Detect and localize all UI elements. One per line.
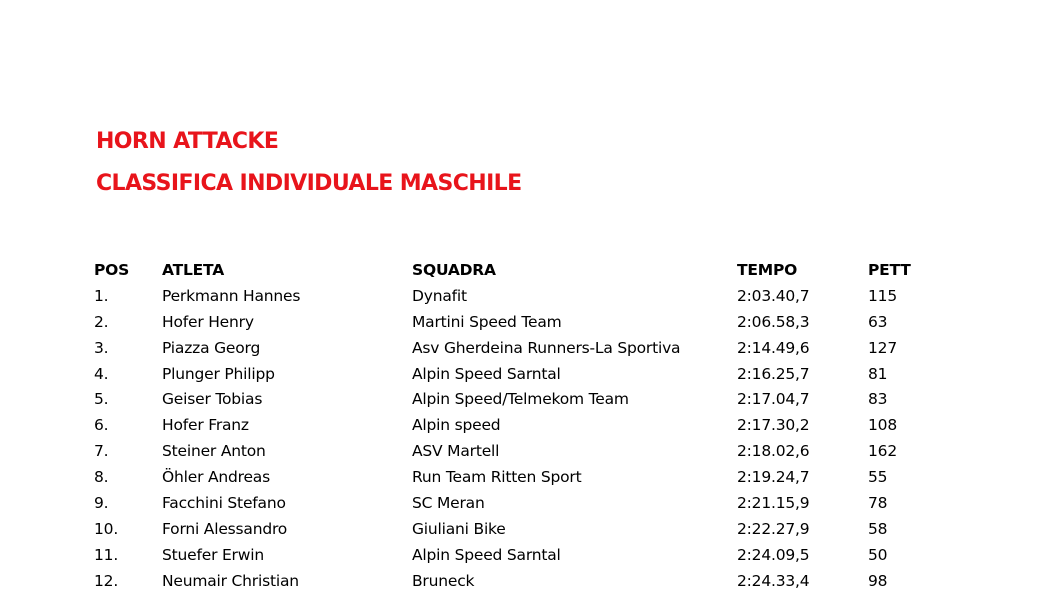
results-table [0,257,1058,594]
cell-athlete: Forni Alessandro [162,519,288,538]
table-body [0,283,1058,594]
cell-pos: 5. [94,390,109,409]
cell-time: 2:16.25,7 [737,364,810,383]
cell-athlete: Hofer Henry [162,312,254,331]
cell-pos: 3. [94,338,109,357]
cell-pos: 7. [94,442,109,461]
table-row [0,335,1058,361]
cell-team: Bruneck [412,571,475,590]
table-row [0,516,1058,542]
cell-pos: 2. [94,312,109,331]
table-header-row [0,257,1058,283]
column-header-bib: PETT [868,261,911,279]
cell-pos: 11. [94,545,119,564]
cell-time: 2:21.15,9 [737,494,810,513]
column-header-team: SQUADRA [412,261,496,279]
cell-bib: 98 [868,571,888,590]
column-header-athlete: ATLETA [162,261,224,279]
cell-team: Alpin Speed/Telmekom Team [412,390,629,409]
cell-athlete: Stuefer Erwin [162,545,264,564]
cell-bib: 162 [868,442,897,461]
cell-team: Alpin Speed Sarntal [412,364,561,383]
document-title: HORN ATTACKE [96,129,279,154]
cell-athlete: Steiner Anton [162,442,266,461]
table-row [0,386,1058,412]
cell-bib: 63 [868,312,888,331]
table-row [0,542,1058,568]
table-row [0,568,1058,594]
cell-athlete: Perkmann Hannes [162,286,301,305]
cell-pos: 4. [94,364,109,383]
table-row [0,309,1058,335]
cell-athlete: Geiser Tobias [162,390,263,409]
cell-athlete: Plunger Philipp [162,364,275,383]
cell-time: 2:14.49,6 [737,338,810,357]
cell-time: 2:24.33,4 [737,571,810,590]
cell-pos: 9. [94,494,109,513]
table-row [0,464,1058,490]
cell-team: SC Meran [412,494,485,513]
cell-athlete: Piazza Georg [162,338,261,357]
cell-team: Giuliani Bike [412,519,506,538]
table-row [0,412,1058,438]
cell-time: 2:17.04,7 [737,390,810,409]
column-header-pos: POS [94,261,130,279]
cell-time: 2:18.02,6 [737,442,810,461]
cell-bib: 81 [868,364,888,383]
cell-team: ASV Martell [412,442,500,461]
table-row [0,361,1058,387]
cell-time: 2:06.58,3 [737,312,810,331]
cell-pos: 1. [94,286,109,305]
cell-team: Dynafit [412,286,467,305]
column-header-time: TEMPO [737,261,798,279]
cell-bib: 50 [868,545,888,564]
cell-bib: 127 [868,338,897,357]
cell-time: 2:17.30,2 [737,416,810,435]
cell-athlete: Neumair Christian [162,571,299,590]
cell-time: 2:03.40,7 [737,286,810,305]
cell-bib: 78 [868,494,888,513]
table-row [0,438,1058,464]
cell-time: 2:24.09,5 [737,545,810,564]
cell-time: 2:19.24,7 [737,468,810,487]
cell-team: Alpin speed [412,416,501,435]
cell-time: 2:22.27,9 [737,519,810,538]
cell-pos: 8. [94,468,109,487]
document-subtitle: CLASSIFICA INDIVIDUALE MASCHILE [96,171,522,196]
cell-team: Run Team Ritten Sport [412,468,582,487]
cell-athlete: Öhler Andreas [162,468,270,487]
cell-bib: 83 [868,390,888,409]
cell-athlete: Hofer Franz [162,416,249,435]
cell-pos: 6. [94,416,109,435]
table-row [0,490,1058,516]
cell-athlete: Facchini Stefano [162,494,286,513]
cell-team: Alpin Speed Sarntal [412,545,561,564]
cell-team: Asv Gherdeina Runners-La Sportiva [412,338,681,357]
cell-pos: 12. [94,571,119,590]
cell-bib: 55 [868,468,888,487]
cell-team: Martini Speed Team [412,312,562,331]
table-row [0,283,1058,309]
cell-pos: 10. [94,519,119,538]
cell-bib: 108 [868,416,897,435]
cell-bib: 58 [868,519,888,538]
cell-bib: 115 [868,286,897,305]
